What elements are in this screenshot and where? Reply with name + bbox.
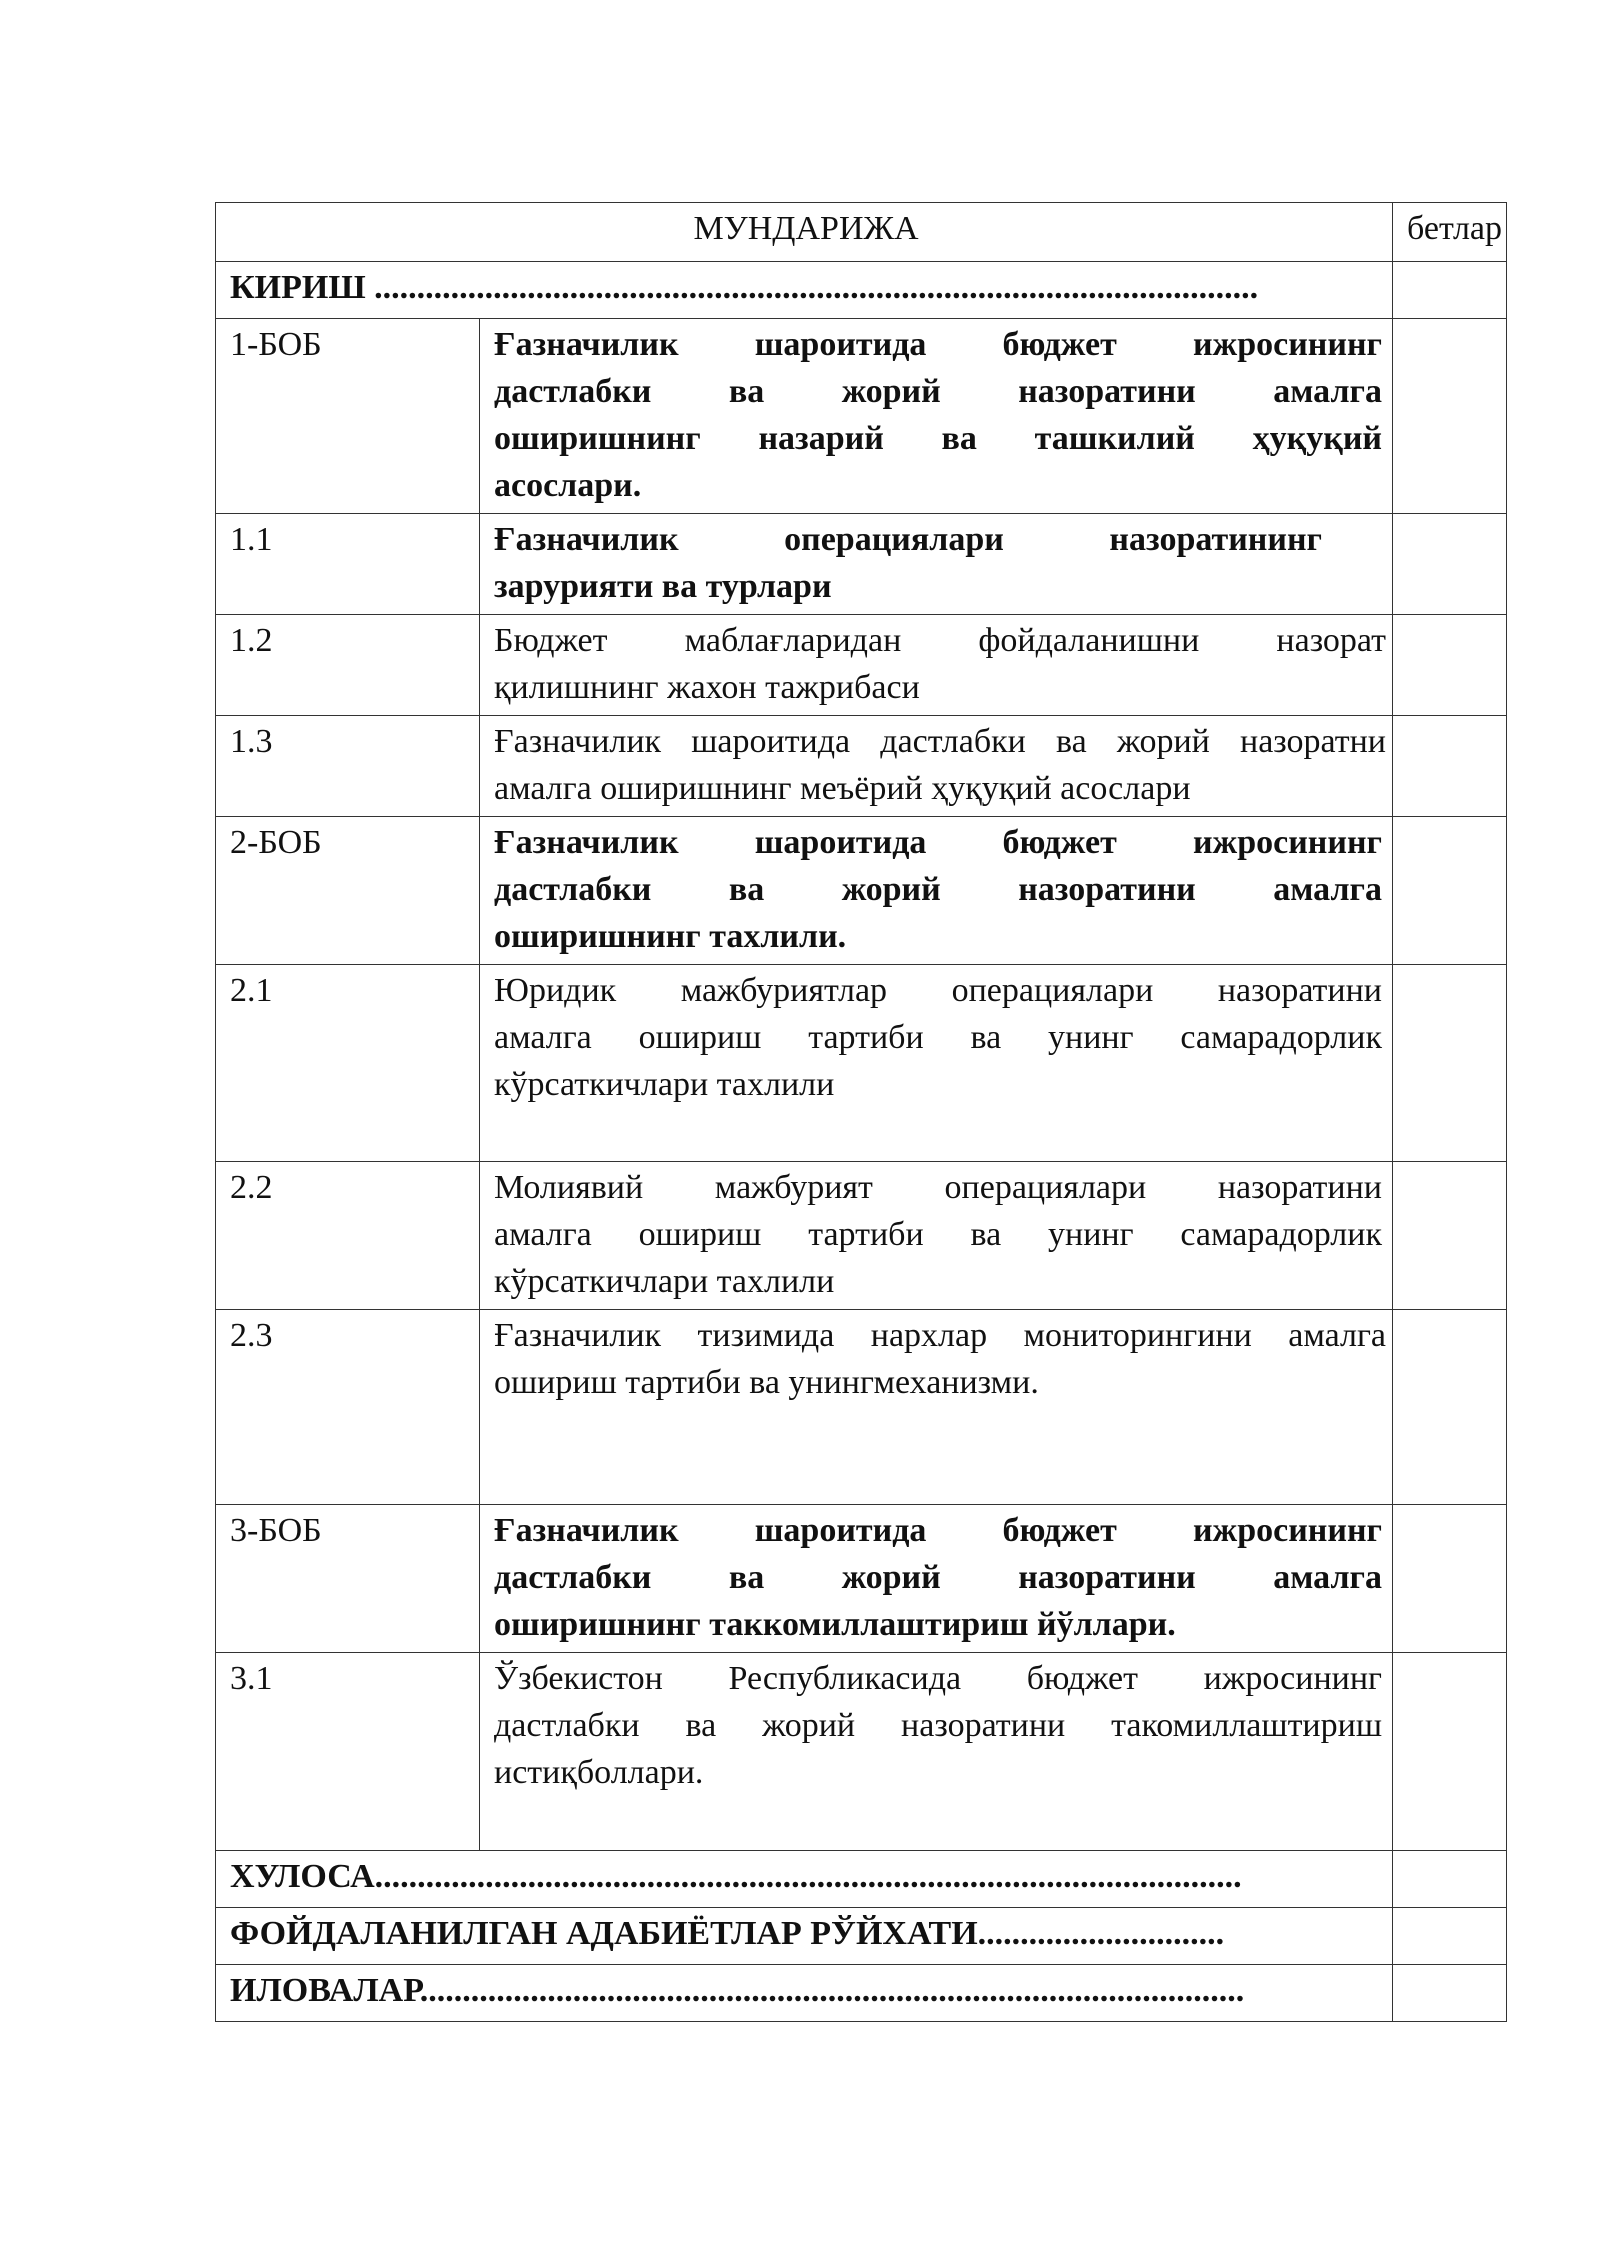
- section-number: 3.1: [216, 1653, 480, 1851]
- title-line: қилишнинг жахон тажрибаси: [494, 669, 920, 706]
- page-number-cell: [1393, 965, 1507, 1162]
- toc-row-section-2-1[interactable]: [216, 965, 1507, 1162]
- chapter-title[interactable]: [480, 1505, 1393, 1653]
- title-line: амалга оширишнинг меъёрий ҳуқуқий асослари: [494, 770, 1191, 807]
- toc-entry-references[interactable]: ФОЙДАЛАНИЛГАН АДАБИЁТЛАР РЎЙХАТИ.............................: [216, 1908, 1393, 1965]
- section-title[interactable]: [480, 1162, 1393, 1310]
- chapter-title[interactable]: [480, 319, 1393, 514]
- page-number-cell: [1393, 817, 1507, 965]
- toc-row-section-1-1[interactable]: [216, 514, 1507, 615]
- toc-row-chapter-1[interactable]: [216, 319, 1507, 514]
- toc-entry-introduction[interactable]: КИРИШ ........................................................................................................: [216, 262, 1393, 319]
- toc-entry-conclusion[interactable]: ХУЛОСА......................................................................................................: [216, 1851, 1393, 1908]
- toc-row-section-1-3[interactable]: [216, 716, 1507, 817]
- title-line: ошириш тартиби ва унингмеханизми.: [494, 1364, 1039, 1401]
- title-line: амалга ошириш тартиби ва унинг самарадорлик: [494, 1216, 1382, 1253]
- title-line: асослари.: [494, 467, 642, 504]
- title-line: дастлабки ва жорий назоратини амалга: [494, 1559, 1382, 1596]
- toc-row-section-1-2[interactable]: [216, 615, 1507, 716]
- page-number-cell: [1393, 1965, 1507, 2022]
- section-number: 2.2: [216, 1162, 480, 1310]
- toc-row-section-2-3[interactable]: [216, 1310, 1507, 1505]
- page-number-cell: [1393, 1505, 1507, 1653]
- chapter-title[interactable]: [480, 817, 1393, 965]
- toc-row-section-2-2[interactable]: [216, 1162, 1507, 1310]
- title-line: оширишнинг таккомиллаштириш йўллари.: [494, 1606, 1176, 1643]
- section-title[interactable]: [480, 716, 1393, 817]
- title-line: амалга ошириш тартиби ва унинг самарадорлик: [494, 1019, 1382, 1056]
- title-line: Ғазначилик тизимида нархлар мониторингини амалга: [494, 1317, 1386, 1354]
- title-line: оширишнинг назарий ва ташкилий ҳуқуқий: [494, 420, 1382, 457]
- title-line: Ғазначилик шароитида бюджет ижросининг: [494, 326, 1382, 363]
- page-number-cell: [1393, 319, 1507, 514]
- title-line: Ғазначилик шароитида дастлабки ва жорий назоратни: [494, 723, 1386, 760]
- title-line: Ғазначилик операциялари назоратининг: [494, 521, 1322, 558]
- page-number-cell: [1393, 1653, 1507, 1851]
- section-title[interactable]: [480, 965, 1393, 1162]
- chapter-number: 1-БОБ: [216, 319, 480, 514]
- title-line: Ғазначилик шароитида бюджет ижросининг: [494, 1512, 1382, 1549]
- title-line: кўрсаткичлари тахлили: [494, 1066, 835, 1103]
- title-line: оширишнинг тахлили.: [494, 918, 847, 955]
- title-line: зарурияти ва турлари: [494, 568, 832, 605]
- section-number: 1.1: [216, 514, 480, 615]
- toc-header-row: [216, 203, 1507, 262]
- title-line: дастлабки ва жорий назоратини амалга: [494, 373, 1382, 410]
- toc-entry-appendices[interactable]: ИЛОВАЛАР.................................................................................................: [216, 1965, 1393, 2022]
- pages-column-header: бетлар: [1393, 203, 1507, 262]
- page-number-cell: [1393, 1162, 1507, 1310]
- toc-row-conclusion[interactable]: [216, 1851, 1507, 1908]
- toc-row-appendices[interactable]: [216, 1965, 1507, 2022]
- title-line: кўрсаткичлари тахлили: [494, 1263, 835, 1300]
- toc-row-chapter-3[interactable]: [216, 1505, 1507, 1653]
- section-title[interactable]: [480, 514, 1393, 615]
- toc-row-references[interactable]: [216, 1908, 1507, 1965]
- section-title[interactable]: [480, 615, 1393, 716]
- chapter-number: 3-БОБ: [216, 1505, 480, 1653]
- page-number-cell: [1393, 716, 1507, 817]
- section-title[interactable]: [480, 1653, 1393, 1851]
- section-number: 1.3: [216, 716, 480, 817]
- section-title[interactable]: [480, 1310, 1393, 1505]
- page-number-cell: [1393, 1851, 1507, 1908]
- table-of-contents: [215, 202, 1507, 2022]
- page-number-cell: [1393, 514, 1507, 615]
- toc-row-chapter-2[interactable]: [216, 817, 1507, 965]
- toc-title: МУНДАРИЖА: [216, 203, 1393, 262]
- title-line: Бюджет маблағларидан фойдаланишни назорат: [494, 622, 1386, 659]
- title-line: Юридик мажбуриятлар операциялари назоратини: [494, 972, 1382, 1009]
- title-line: Молиявий мажбурият операциялари назоратини: [494, 1169, 1382, 1206]
- title-line: истиқболлари.: [494, 1754, 704, 1791]
- toc-row-section-3-1[interactable]: [216, 1653, 1507, 1851]
- page-number-cell: [1393, 615, 1507, 716]
- title-line: дастлабки ва жорий назоратини такомиллаштириш: [494, 1707, 1382, 1744]
- title-line: Ўзбекистон Республикасида бюджет ижросининг: [494, 1660, 1382, 1697]
- toc-row-introduction[interactable]: [216, 262, 1507, 319]
- section-number: 1.2: [216, 615, 480, 716]
- section-number: 2.3: [216, 1310, 480, 1505]
- page-number-cell: [1393, 262, 1507, 319]
- page-number-cell: [1393, 1310, 1507, 1505]
- chapter-number: 2-БОБ: [216, 817, 480, 965]
- title-line: дастлабки ва жорий назоратини амалга: [494, 871, 1382, 908]
- section-number: 2.1: [216, 965, 480, 1162]
- title-line: Ғазначилик шароитида бюджет ижросининг: [494, 824, 1382, 861]
- page-number-cell: [1393, 1908, 1507, 1965]
